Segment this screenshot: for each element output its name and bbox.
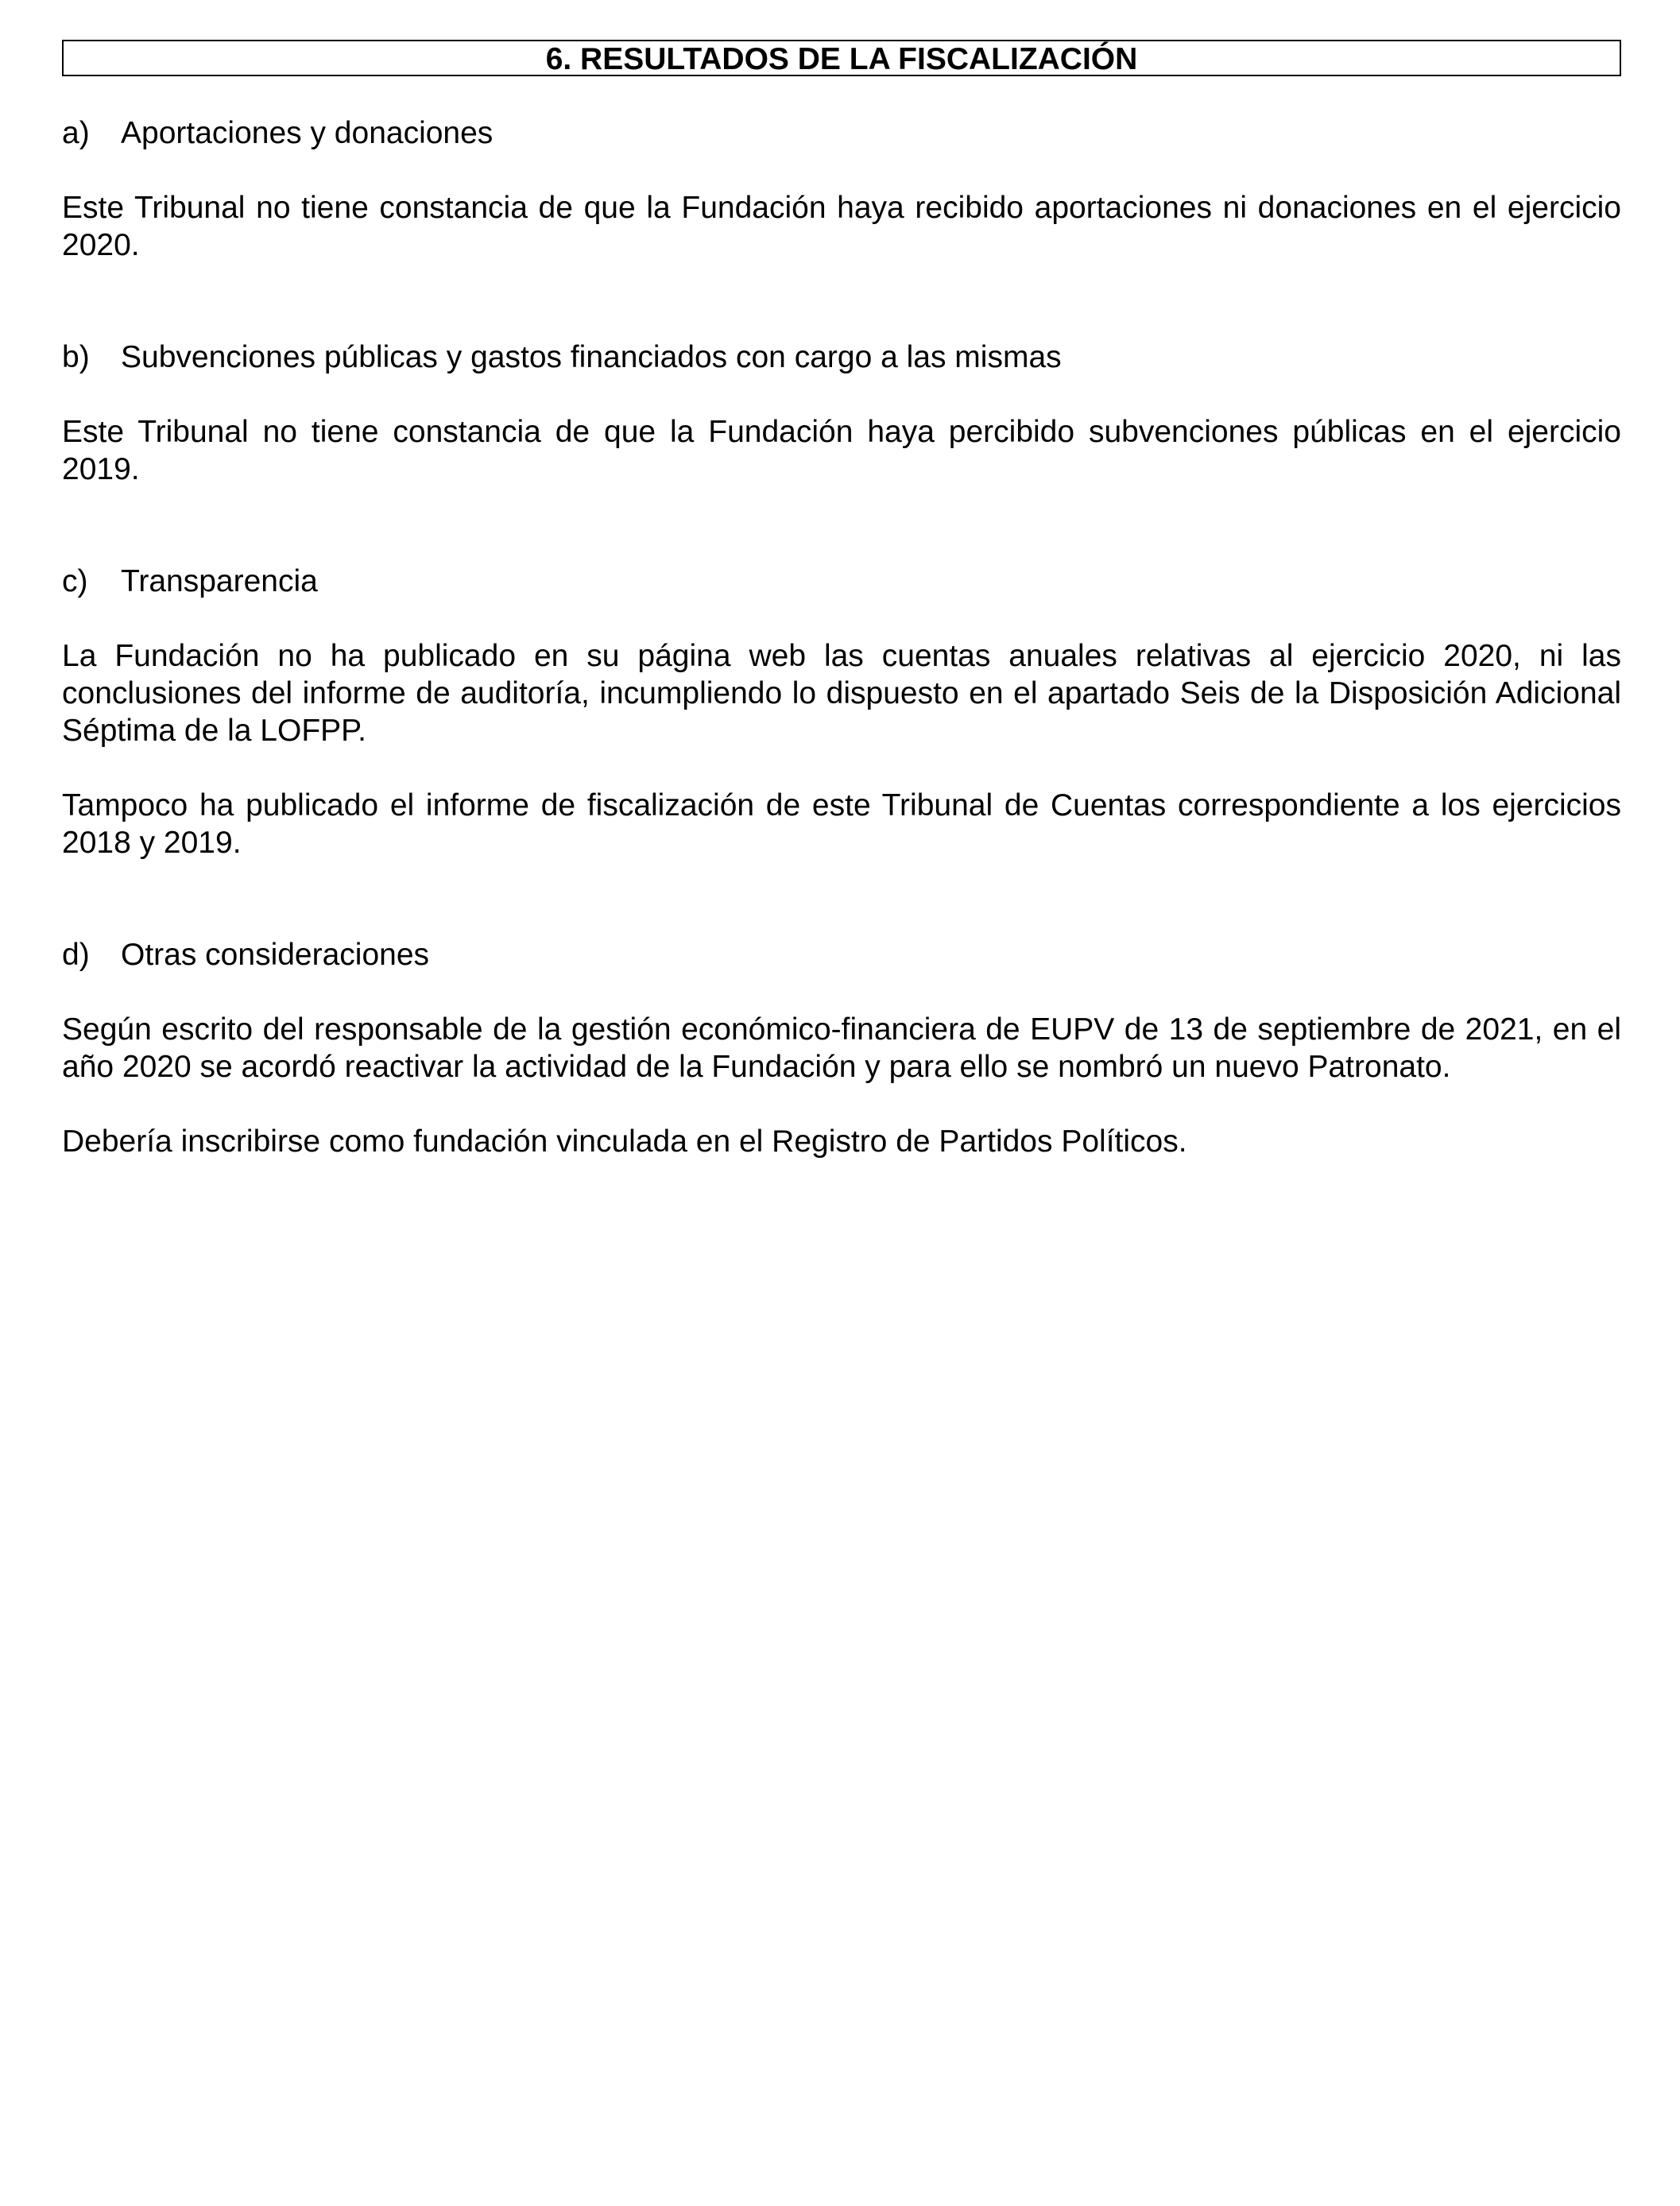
section-heading-text: Transparencia: [121, 564, 318, 598]
section-title: 6. RESULTADOS DE LA FISCALIZACIÓN: [62, 40, 1621, 76]
section-heading-text: Subvenciones públicas y gastos financiados con cargo a las mismas: [121, 340, 1062, 374]
paragraph: Según escrito del responsable de la gestión económico-financiera de EUPV de 13 de septiembre de 2021, en el año 2020 se acordó reactivar la actividad de la Fundación y para ello se nombró un nuevo Patronato.: [62, 1012, 1621, 1084]
section-marker: b): [62, 340, 90, 374]
paragraph: Debería inscribirse como fundación vinculada en el Registro de Partidos Políticos.: [62, 1124, 1187, 1159]
section-heading-d: [62, 936, 1621, 973]
paragraph: Este Tribunal no tiene constancia de que la Fundación haya recibido aportaciones ni donaciones en el ejercicio 2020.: [62, 191, 1621, 262]
document-page: [62, 40, 1621, 1160]
section-marker: c): [62, 564, 88, 598]
section-marker: d): [62, 938, 90, 972]
paragraph: Tampoco ha publicado el informe de fiscalización de este Tribunal de Cuentas correspondiente a los ejercicios 2018 y 2019.: [62, 788, 1621, 860]
section-heading-b: [62, 339, 1621, 376]
paragraph: Este Tribunal no tiene constancia de que la Fundación haya percibido subvenciones públicas en el ejercicio 2019.: [62, 415, 1621, 486]
section-heading-c: [62, 563, 1621, 600]
paragraph: La Fundación no ha publicado en su página web las cuentas anuales relativas al ejercicio 2020, ni las conclusiones del informe de auditoría, incumpliendo lo dispuesto en el apartado Seis de la Disposición Adicional Séptima de la LOFPP.: [62, 639, 1621, 748]
section-heading-text: Aportaciones y donaciones: [121, 116, 494, 150]
section-marker: a): [62, 116, 90, 150]
section-heading-text: Otras consideraciones: [121, 938, 430, 972]
section-heading-a: [62, 114, 1621, 152]
